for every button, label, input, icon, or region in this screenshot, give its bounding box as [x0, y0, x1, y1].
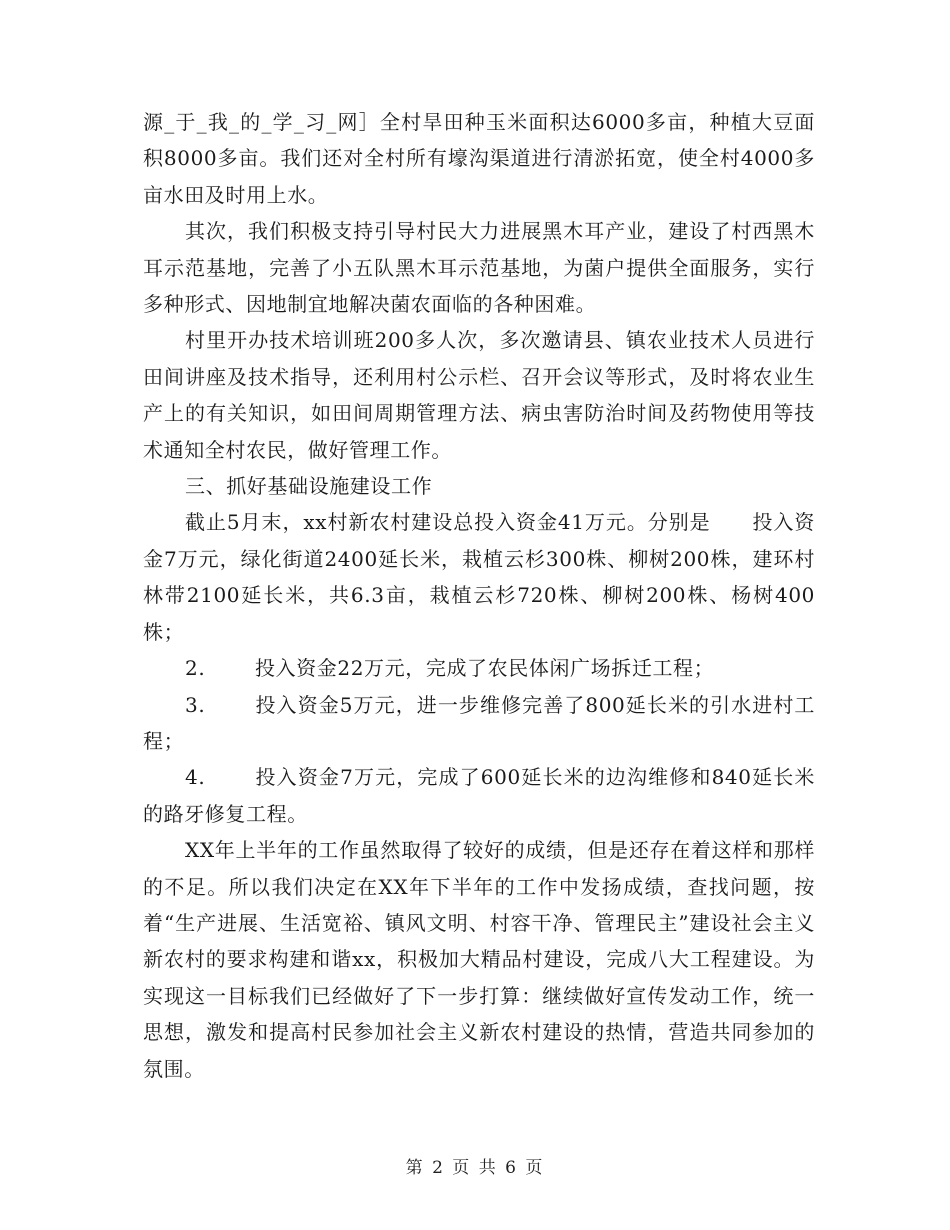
paragraph-training: 村里开办技术培训班200多人次，多次邀请县、镇农业技术人员进行田间讲座及技术指导，还利用村公示栏、召开会议等形式，及时将农业生产上的有关知识，如田间周期管理方法、病虫害防治时间及药物使用等技术通知全村农民，做好管理工作。	[143, 328, 815, 462]
paragraph-continuation: 源_于_我_的_学_习_网］全村旱田种玉米面积达6000多亩，种植大豆面积8000多亩。我们还对全村所有壕沟渠道进行清淤拓宽，使全村4000多亩水田及时用上水。	[143, 110, 815, 207]
paragraph-investment: 截止5月末，xx村新农村建设总投入资金41万元。分别是 投入资金7万元，绿化街道2400延长米，栽植云杉300株、柳树200株，建环村林带2100延长米，共6.3亩，栽植云杉720株、柳树200株、杨树400株；	[143, 510, 815, 644]
list-item-text: 投入资金7万元，完成了600延长米的边沟维修和840延长米的路牙修复工程。	[143, 765, 815, 826]
list-item	[143, 650, 815, 686]
list-item-number: 2.	[185, 656, 206, 681]
section-heading: 三、抓好基础设施建设工作	[185, 474, 433, 499]
page-number-footer: 第 2 页 共 6 页	[405, 1158, 545, 1178]
list-item-number: 4.	[185, 765, 206, 790]
list-item	[143, 687, 815, 760]
paragraph-black-fungus: 其次，我们积极支持引导村民大力进展黑木耳产业，建设了村西黑木耳示范基地，完善了小五队黑木耳示范基地，为菌户提供全面服务，实行多种形式、因地制宜地解决菌农面临的各种困难。	[143, 219, 815, 317]
list-item	[143, 759, 815, 832]
list-item-text: 投入资金22万元，完成了农民体闲广场拆迁工程；	[255, 656, 715, 681]
list-item-text: 投入资金5万元，进一步维修完善了800延长米的引水进村工程；	[143, 692, 815, 753]
list-item-number: 3.	[185, 692, 206, 717]
paragraph-closing: XX年上半年的工作虽然取得了较好的成绩，但是还存在着这样和那样的不足。所以我们决定在XX年下半年的工作中发扬成绩，查找问题，按着“生产进展、生活宽裕、镇风文明、村容干净、管理民主”建设社会主义新农村的要求构建和谐xx，积极加大精品村建设，完成八大工程建设。为实现这一目标我们已经做好了下一步打算：继续做好宣传发动工作，统一思想，激发和提高村民参加社会主义新农村建设的热情，营造共同参加的氛围。	[143, 838, 815, 1081]
document-body	[143, 104, 815, 1087]
